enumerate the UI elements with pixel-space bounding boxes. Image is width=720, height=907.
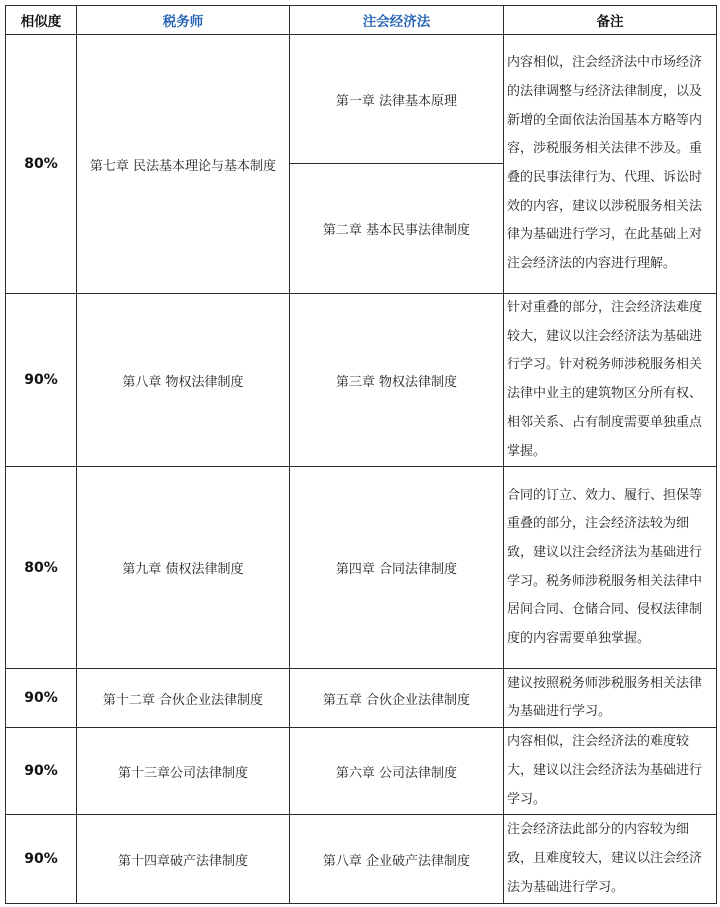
notes-cell: 针对重叠的部分，注会经济法难度较大，建议以注会经济法为基础进行学习。针对税务师涉税服务相关法律中业主的建筑物区分所有权、相邻关系、占有制度需要单独重点掌握。 bbox=[504, 294, 717, 467]
header-economic-law: 注会经济法 bbox=[290, 6, 504, 35]
economic-law-chapter: 第一章 法律基本原理 bbox=[290, 35, 504, 164]
similarity-cell: 90% bbox=[6, 728, 77, 815]
tax-agent-chapter: 第十二章 合伙企业法律制度 bbox=[77, 669, 290, 728]
tax-agent-chapter: 第八章 物权法律制度 bbox=[77, 294, 290, 467]
header-tax-agent: 税务师 bbox=[77, 6, 290, 35]
economic-law-chapter: 第八章 企业破产法律制度 bbox=[290, 815, 504, 904]
table-row bbox=[6, 294, 717, 467]
notes-cell: 内容相似，注会经济法中市场经济的法律调整与经济法律制度，以及新增的全面依法治国基本方略等内容，涉税服务相关法律不涉及。重叠的民事法律行为、代理、诉讼时效的内容，建议以涉税服务相关法律为基础进行学习，在此基础上对注会经济法的内容进行理解。 bbox=[504, 35, 717, 294]
table-row bbox=[6, 35, 717, 164]
header-notes: 备注 bbox=[504, 6, 717, 35]
similarity-cell: 90% bbox=[6, 815, 77, 904]
notes-cell: 合同的订立、效力、履行、担保等重叠的部分，注会经济法较为细致，建议以注会经济法为基础进行学习。税务师涉税服务相关法律中居间合同、仓储合同、侵权法律制度的内容需要单独掌握。 bbox=[504, 467, 717, 669]
table-row bbox=[6, 815, 717, 904]
table-row bbox=[6, 467, 717, 669]
table-row bbox=[6, 669, 717, 728]
tax-agent-chapter: 第九章 债权法律制度 bbox=[77, 467, 290, 669]
similarity-cell: 90% bbox=[6, 669, 77, 728]
similarity-cell: 90% bbox=[6, 294, 77, 467]
notes-cell: 建议按照税务师涉税服务相关法律为基础进行学习。 bbox=[504, 669, 717, 728]
notes-cell: 注会经济法此部分的内容较为细致，且难度较大，建议以注会经济法为基础进行学习。 bbox=[504, 815, 717, 904]
economic-law-chapter: 第二章 基本民事法律制度 bbox=[290, 164, 504, 294]
header-similarity: 相似度 bbox=[6, 6, 77, 35]
header-row bbox=[6, 6, 717, 35]
tax-agent-chapter: 第七章 民法基本理论与基本制度 bbox=[77, 35, 290, 294]
economic-law-chapter: 第四章 合同法律制度 bbox=[290, 467, 504, 669]
table-row bbox=[6, 728, 717, 815]
notes-cell: 内容相似，注会经济法的难度较大，建议以注会经济法为基础进行学习。 bbox=[504, 728, 717, 815]
comparison-table bbox=[5, 5, 717, 904]
economic-law-chapter: 第五章 合伙企业法律制度 bbox=[290, 669, 504, 728]
economic-law-chapter: 第三章 物权法律制度 bbox=[290, 294, 504, 467]
similarity-cell: 80% bbox=[6, 35, 77, 294]
economic-law-chapter: 第六章 公司法律制度 bbox=[290, 728, 504, 815]
tax-agent-chapter: 第十三章公司法律制度 bbox=[77, 728, 290, 815]
similarity-cell: 80% bbox=[6, 467, 77, 669]
tax-agent-chapter: 第十四章破产法律制度 bbox=[77, 815, 290, 904]
